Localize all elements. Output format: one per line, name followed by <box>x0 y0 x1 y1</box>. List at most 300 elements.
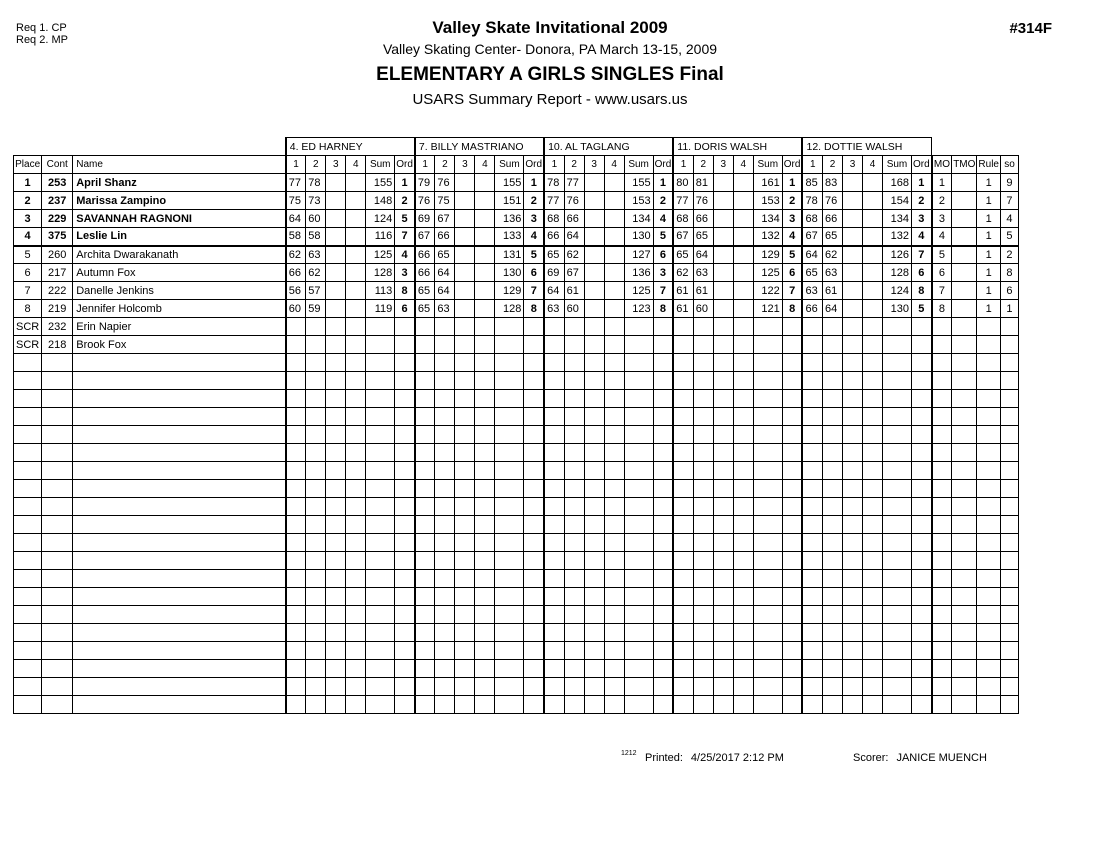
empty-cell <box>822 588 842 606</box>
empty-cell <box>713 372 733 390</box>
empty-cell <box>42 426 73 444</box>
sum-cell: 153 <box>624 192 653 210</box>
result-row <box>14 336 1019 354</box>
empty-cell <box>713 552 733 570</box>
empty-cell <box>952 696 977 714</box>
judge-col-header: Sum <box>495 156 524 174</box>
empty-cell <box>952 372 977 390</box>
empty-cell <box>73 462 286 480</box>
judge-col-header: 2 <box>822 156 842 174</box>
empty-cell <box>693 588 713 606</box>
score-cell: 60 <box>286 300 306 318</box>
empty-cell <box>604 390 624 408</box>
empty-cell <box>693 426 713 444</box>
judge-col-header: Sum <box>624 156 653 174</box>
mo-cell: 2 <box>932 192 952 210</box>
empty-cell <box>524 480 544 498</box>
empty-cell <box>544 606 564 624</box>
empty-cell <box>435 534 455 552</box>
tmo-cell <box>952 336 977 354</box>
empty-cell <box>435 642 455 660</box>
empty-cell <box>435 624 455 642</box>
empty-cell <box>346 552 366 570</box>
empty-cell <box>564 588 584 606</box>
empty-row <box>14 606 1019 624</box>
empty-cell <box>455 480 475 498</box>
score-cell <box>713 336 733 354</box>
empty-cell <box>435 426 455 444</box>
score-cell: 65 <box>544 246 564 264</box>
ord-cell: 2 <box>653 192 673 210</box>
score-cell: 68 <box>544 210 564 228</box>
empty-cell <box>455 462 475 480</box>
ord-cell: 4 <box>524 228 544 246</box>
empty-cell <box>14 624 42 642</box>
empty-cell <box>435 408 455 426</box>
empty-cell <box>524 624 544 642</box>
result-row <box>14 228 1019 246</box>
empty-cell <box>604 444 624 462</box>
empty-cell <box>624 444 653 462</box>
sum-cell: 123 <box>624 300 653 318</box>
empty-cell <box>366 408 395 426</box>
cont-cell: 232 <box>42 318 73 336</box>
empty-cell <box>415 426 435 444</box>
empty-cell <box>977 408 1001 426</box>
ord-cell <box>524 318 544 336</box>
score-cell: 64 <box>544 282 564 300</box>
empty-cell <box>862 570 882 588</box>
empty-cell <box>604 408 624 426</box>
result-row <box>14 264 1019 282</box>
so-cell: 5 <box>1000 228 1018 246</box>
empty-cell <box>395 552 415 570</box>
empty-cell <box>653 570 673 588</box>
judge-col-header: 3 <box>713 156 733 174</box>
empty-cell <box>713 588 733 606</box>
empty-cell <box>524 408 544 426</box>
empty-cell <box>977 696 1001 714</box>
empty-cell <box>713 642 733 660</box>
mo-cell: 3 <box>932 210 952 228</box>
printed-label: Printed: <box>645 752 683 764</box>
empty-cell <box>366 516 395 534</box>
empty-cell <box>42 354 73 372</box>
empty-cell <box>544 498 564 516</box>
empty-cell <box>524 498 544 516</box>
sum-cell: 128 <box>366 264 395 282</box>
empty-cell <box>713 480 733 498</box>
empty-cell <box>14 408 42 426</box>
ord-cell: 5 <box>524 246 544 264</box>
empty-cell <box>673 660 693 678</box>
empty-cell <box>286 390 306 408</box>
ord-cell <box>782 336 802 354</box>
empty-cell <box>862 660 882 678</box>
empty-row <box>14 408 1019 426</box>
scorer-value: JANICE MUENCH <box>896 752 987 764</box>
empty-cell <box>564 480 584 498</box>
ord-cell: 3 <box>524 210 544 228</box>
score-cell: 78 <box>544 174 564 192</box>
cont-cell: 375 <box>42 228 73 246</box>
empty-cell <box>42 390 73 408</box>
score-cell <box>346 300 366 318</box>
score-cell: 56 <box>286 282 306 300</box>
empty-cell <box>475 408 495 426</box>
empty-cell <box>977 534 1001 552</box>
empty-cell <box>882 408 911 426</box>
score-cell <box>475 174 495 192</box>
empty-cell <box>713 390 733 408</box>
empty-cell <box>286 552 306 570</box>
score-cell <box>326 228 346 246</box>
empty-cell <box>624 624 653 642</box>
score-cell <box>346 246 366 264</box>
empty-cell <box>713 660 733 678</box>
empty-cell <box>435 354 455 372</box>
score-cell <box>604 264 624 282</box>
empty-cell <box>624 372 653 390</box>
empty-cell <box>693 372 713 390</box>
score-cell: 64 <box>435 264 455 282</box>
empty-cell <box>911 444 931 462</box>
empty-cell <box>415 516 435 534</box>
empty-cell <box>753 660 782 678</box>
score-cell <box>713 246 733 264</box>
empty-cell <box>455 390 475 408</box>
score-cell <box>733 282 753 300</box>
empty-cell <box>1000 354 1018 372</box>
sum-cell: 161 <box>753 174 782 192</box>
empty-cell <box>286 462 306 480</box>
empty-cell <box>1000 516 1018 534</box>
empty-cell <box>584 426 604 444</box>
empty-cell <box>1000 624 1018 642</box>
empty-cell <box>822 426 842 444</box>
empty-cell <box>435 660 455 678</box>
empty-cell <box>977 372 1001 390</box>
empty-cell <box>475 678 495 696</box>
ord-cell: 8 <box>782 300 802 318</box>
sum-cell: 124 <box>882 282 911 300</box>
score-cell: 66 <box>693 210 713 228</box>
empty-cell <box>544 408 564 426</box>
empty-cell <box>753 624 782 642</box>
empty-cell <box>882 354 911 372</box>
score-cell <box>475 282 495 300</box>
empty-cell <box>306 444 326 462</box>
empty-cell <box>495 660 524 678</box>
score-cell <box>455 282 475 300</box>
score-cell <box>286 336 306 354</box>
empty-cell <box>911 498 931 516</box>
score-cell: 65 <box>673 246 693 264</box>
empty-cell <box>882 462 911 480</box>
empty-cell <box>495 678 524 696</box>
empty-cell <box>653 678 673 696</box>
empty-cell <box>14 462 42 480</box>
empty-cell <box>455 408 475 426</box>
empty-cell <box>524 588 544 606</box>
result-row <box>14 246 1019 264</box>
empty-cell <box>366 606 395 624</box>
empty-cell <box>524 426 544 444</box>
empty-cell <box>306 678 326 696</box>
empty-cell <box>346 480 366 498</box>
empty-cell <box>782 696 802 714</box>
score-cell <box>455 246 475 264</box>
ord-cell: 1 <box>524 174 544 192</box>
empty-cell <box>584 444 604 462</box>
empty-cell <box>977 624 1001 642</box>
empty-cell <box>395 462 415 480</box>
score-cell <box>326 246 346 264</box>
empty-cell <box>306 462 326 480</box>
empty-cell <box>713 696 733 714</box>
sum-cell: 153 <box>753 192 782 210</box>
empty-cell <box>624 588 653 606</box>
empty-cell <box>693 390 713 408</box>
score-cell <box>713 318 733 336</box>
score-cell: 76 <box>822 192 842 210</box>
empty-cell <box>42 660 73 678</box>
empty-cell <box>653 372 673 390</box>
judge-col-header: 4 <box>604 156 624 174</box>
empty-cell <box>862 372 882 390</box>
empty-cell <box>624 408 653 426</box>
empty-cell <box>1000 606 1018 624</box>
empty-cell <box>653 588 673 606</box>
scorer-info <box>853 752 987 764</box>
score-cell: 65 <box>802 264 822 282</box>
empty-cell <box>495 354 524 372</box>
score-cell <box>346 228 366 246</box>
empty-cell <box>733 390 753 408</box>
empty-cell <box>346 570 366 588</box>
place-cell: 2 <box>14 192 42 210</box>
empty-cell <box>802 426 822 444</box>
score-cell: 66 <box>822 210 842 228</box>
empty-cell <box>952 660 977 678</box>
empty-cell <box>306 696 326 714</box>
empty-cell <box>604 552 624 570</box>
empty-cell <box>782 606 802 624</box>
sum-cell: 136 <box>495 210 524 228</box>
empty-cell <box>415 624 435 642</box>
score-cell: 58 <box>286 228 306 246</box>
empty-cell <box>842 408 862 426</box>
sum-cell <box>495 318 524 336</box>
empty-cell <box>977 354 1001 372</box>
empty-cell <box>977 444 1001 462</box>
empty-cell <box>604 498 624 516</box>
empty-cell <box>932 390 952 408</box>
judge-col-header: 1 <box>544 156 564 174</box>
empty-cell <box>882 660 911 678</box>
score-cell <box>455 336 475 354</box>
sum-cell: 154 <box>882 192 911 210</box>
empty-cell <box>544 588 564 606</box>
sum-cell: 129 <box>495 282 524 300</box>
score-cell <box>455 192 475 210</box>
score-cell: 64 <box>802 246 822 264</box>
ord-cell: 7 <box>653 282 673 300</box>
empty-cell <box>862 408 882 426</box>
empty-cell <box>366 444 395 462</box>
empty-cell <box>395 372 415 390</box>
empty-cell <box>604 642 624 660</box>
empty-cell <box>42 480 73 498</box>
empty-cell <box>306 624 326 642</box>
empty-cell <box>395 588 415 606</box>
empty-cell <box>366 570 395 588</box>
empty-cell <box>415 642 435 660</box>
empty-cell <box>564 408 584 426</box>
score-cell <box>475 300 495 318</box>
score-cell <box>862 210 882 228</box>
judge-col-header: 1 <box>415 156 435 174</box>
empty-cell <box>395 426 415 444</box>
empty-cell <box>952 624 977 642</box>
empty-cell <box>733 516 753 534</box>
empty-cell <box>326 642 346 660</box>
empty-cell <box>14 696 42 714</box>
empty-row <box>14 426 1019 444</box>
empty-cell <box>882 534 911 552</box>
so-cell: 7 <box>1000 192 1018 210</box>
empty-cell <box>862 444 882 462</box>
empty-cell <box>802 462 822 480</box>
empty-cell <box>952 552 977 570</box>
score-cell <box>326 282 346 300</box>
empty-cell <box>624 498 653 516</box>
empty-cell <box>653 408 673 426</box>
ord-cell <box>782 318 802 336</box>
sum-cell: 128 <box>495 300 524 318</box>
score-cell <box>475 192 495 210</box>
score-cell <box>326 300 346 318</box>
mo-cell: 6 <box>932 264 952 282</box>
empty-cell <box>395 642 415 660</box>
empty-cell <box>435 462 455 480</box>
empty-cell <box>415 390 435 408</box>
empty-cell <box>1000 588 1018 606</box>
score-cell <box>326 318 346 336</box>
empty-cell <box>286 426 306 444</box>
ord-cell: 5 <box>782 246 802 264</box>
footer-version-note: 1212 <box>621 750 637 757</box>
empty-cell <box>524 444 544 462</box>
empty-cell <box>693 642 713 660</box>
empty-cell <box>42 516 73 534</box>
empty-cell <box>653 624 673 642</box>
score-cell <box>842 300 862 318</box>
score-cell <box>842 336 862 354</box>
score-cell <box>346 318 366 336</box>
rule-cell <box>977 318 1001 336</box>
empty-cell <box>693 570 713 588</box>
empty-cell <box>882 678 911 696</box>
score-cell: 73 <box>306 192 326 210</box>
judge-col-header: 2 <box>564 156 584 174</box>
scorer-label: Scorer: <box>853 752 889 764</box>
empty-cell <box>862 462 882 480</box>
empty-cell <box>73 408 286 426</box>
empty-cell <box>395 390 415 408</box>
empty-cell <box>544 552 564 570</box>
empty-cell <box>455 678 475 696</box>
requirement-1: Req 1. CP <box>16 22 67 34</box>
score-cell: 64 <box>286 210 306 228</box>
score-cell <box>306 336 326 354</box>
score-cell: 62 <box>564 246 584 264</box>
score-cell <box>346 336 366 354</box>
empty-cell <box>782 354 802 372</box>
empty-cell <box>673 354 693 372</box>
report-type: USARS Summary Report - www.usars.us <box>412 91 688 108</box>
score-cell: 77 <box>286 174 306 192</box>
empty-cell <box>14 390 42 408</box>
empty-row <box>14 462 1019 480</box>
score-cell: 61 <box>673 300 693 318</box>
score-cell: 62 <box>673 264 693 282</box>
empty-cell <box>564 696 584 714</box>
empty-cell <box>911 372 931 390</box>
empty-cell <box>435 390 455 408</box>
score-cell: 67 <box>564 264 584 282</box>
empty-cell <box>782 588 802 606</box>
empty-cell <box>455 372 475 390</box>
score-cell <box>862 192 882 210</box>
sum-cell: 155 <box>624 174 653 192</box>
empty-cell <box>366 552 395 570</box>
empty-cell <box>932 498 952 516</box>
empty-cell <box>977 570 1001 588</box>
empty-cell <box>604 426 624 444</box>
name-cell: Danelle Jenkins <box>73 282 286 300</box>
empty-cell <box>564 624 584 642</box>
judge-col-header: 3 <box>842 156 862 174</box>
empty-cell <box>713 624 733 642</box>
empty-cell <box>326 462 346 480</box>
empty-cell <box>952 480 977 498</box>
sum-cell <box>753 318 782 336</box>
score-cell: 66 <box>415 246 435 264</box>
empty-cell <box>564 606 584 624</box>
empty-cell <box>782 642 802 660</box>
empty-cell <box>73 660 286 678</box>
empty-cell <box>395 660 415 678</box>
score-cell: 65 <box>435 246 455 264</box>
ord-cell: 2 <box>524 192 544 210</box>
ord-cell: 8 <box>653 300 673 318</box>
so-cell: 4 <box>1000 210 1018 228</box>
empty-cell <box>673 408 693 426</box>
ord-cell <box>524 336 544 354</box>
competition-title: Valley Skate Invitational 2009 <box>432 18 668 37</box>
empty-cell <box>911 552 931 570</box>
so-cell <box>1000 318 1018 336</box>
empty-cell <box>524 462 544 480</box>
sum-cell: 136 <box>624 264 653 282</box>
score-cell <box>346 174 366 192</box>
empty-cell <box>584 552 604 570</box>
empty-cell <box>415 444 435 462</box>
empty-cell <box>455 570 475 588</box>
empty-cell <box>753 678 782 696</box>
score-cell <box>584 228 604 246</box>
